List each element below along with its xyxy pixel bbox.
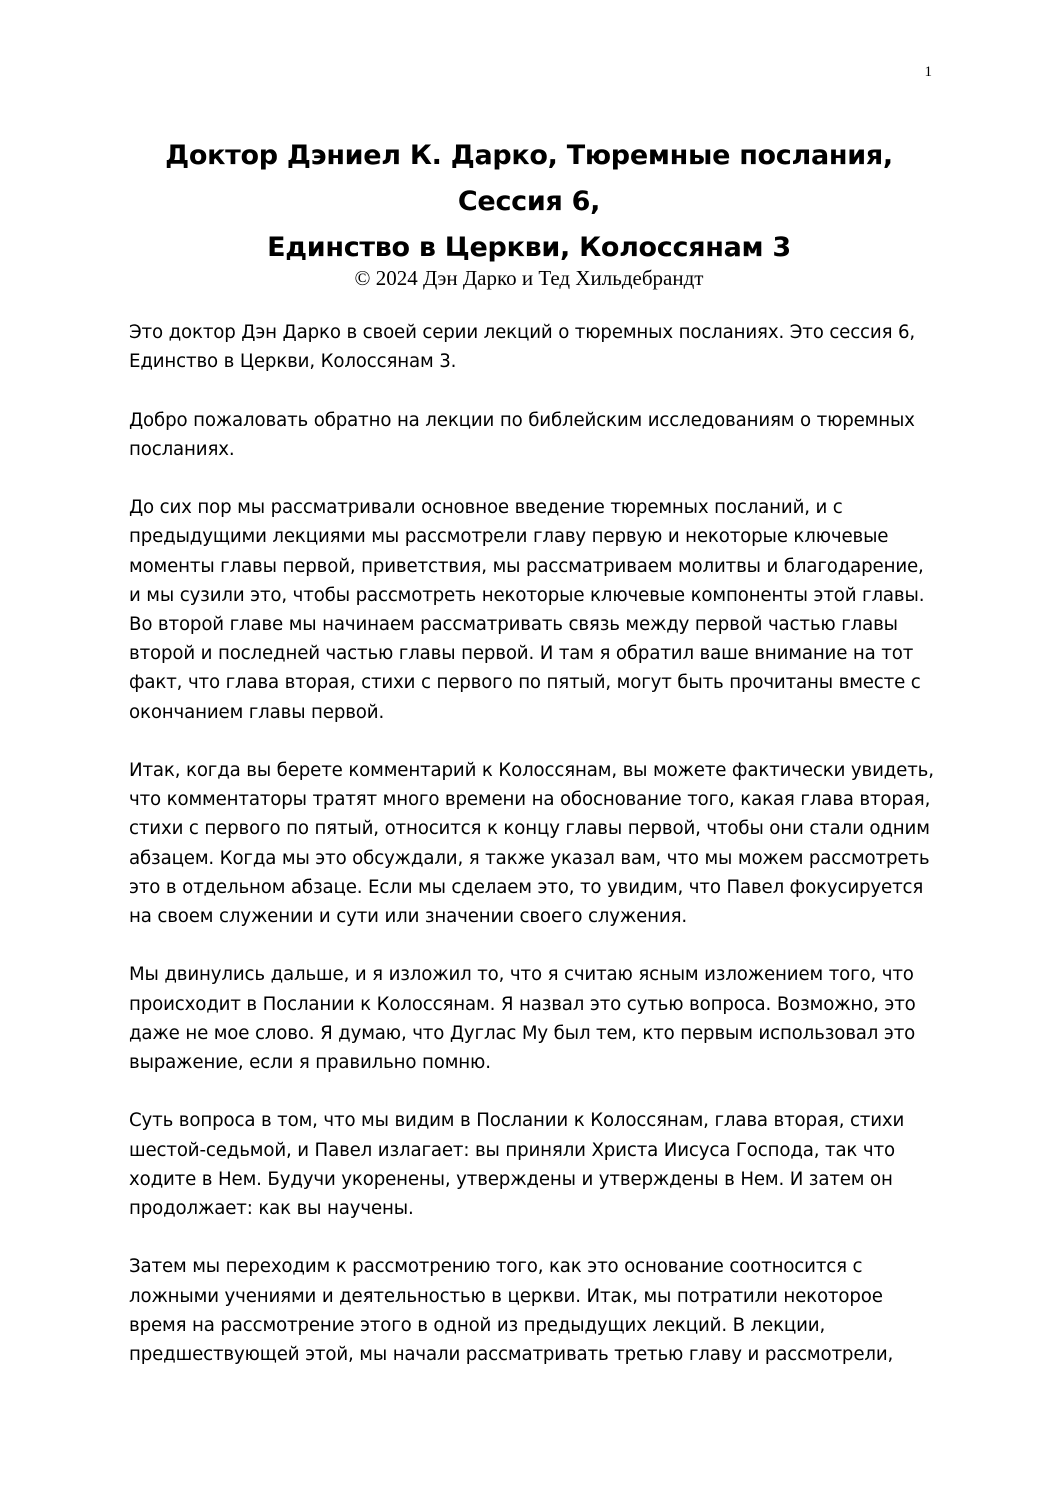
paragraph-3: До сих пор мы рассматривали основное введение тюремных посланий, и с предыдущими лекциями мы рассмотрели главу первую и некоторые ключевые моменты главы первой, приветствия, мы рассматриваем молитвы и благодарение, и мы сузили это, чтобы рассмотреть некоторые ключевые компоненты этой главы. Во второй главе мы начинаем рассматривать связь между первой частью главы второй и последней частью главы первой. И там я обратил ваше внимание на тот факт, что глава вторая, стихи с первого по пятый, могут быть прочитаны вместе с окончанием главы первой. bbox=[129, 497, 925, 723]
title-line-3: Единство в Церкви, Колоссянам 3 bbox=[267, 232, 791, 263]
paragraph-5: Мы двинулись дальше, и я изложил то, что я считаю ясным изложением того, что происходит в Послании к Колоссянам. Я назвал это сутью вопроса. Возможно, это даже не мое слово. Я думаю, что Дуглас Му был тем, кто первым использовал это выражение, если я правильно помню. bbox=[129, 964, 916, 1074]
paragraph-6: Суть вопроса в том, что мы видим в Послании к Колоссянам, глава вторая, стихи шестой-седьмой, и Павел излагает: вы приняли Христа Иисуса Господа, так что ходите в Нем. Будучи укоренены, утверждены и утверждены в Нем. И затем он продолжает: как вы научены. bbox=[129, 1110, 905, 1220]
paragraph-7: Затем мы переходим к рассмотрению того, как это основание соотносится с ложными учениями и деятельностью в церкви. Итак, мы потратили некоторое время на рассмотрение этого в одной из предыдущих лекций. В лекции, предшествующей этой, мы начали рассматривать третью главу и рассмотрели, bbox=[129, 1256, 894, 1366]
title-line-2: Сессия 6, bbox=[457, 186, 601, 217]
copyright-line: © 2024 Дэн Дарко и Тед Хильдебрандт bbox=[354, 266, 704, 290]
page-number: 1 bbox=[924, 64, 932, 80]
title-block bbox=[100, 133, 958, 291]
title-line-1: Доктор Дэниел К. Дарко, Тюремные послания, bbox=[165, 140, 893, 171]
body-text bbox=[129, 318, 934, 1398]
paragraph-1: Это доктор Дэн Дарко в своей серии лекций о тюремных посланиях. Это сессия 6, Единство в Церкви, Колоссянам 3. bbox=[129, 322, 916, 373]
paragraph-2: Добро пожаловать обратно на лекции по библейским исследованиям о тюремных посланиях. bbox=[129, 409, 915, 460]
paragraph-4: Итак, когда вы берете комментарий к Колоссянам, вы можете фактически увидеть, что комментаторы тратят много времени на обоснование того, какая глава вторая, стихи с первого по пятый, относится к концу главы первой, чтобы они стали одним абзацем. Когда мы это обсуждали, я также указал вам, что мы можем рассмотреть это в отдельном абзаце. Если мы сделаем это, то увидим, что Павел фокусируется на своем служении и сути или значении своего служения. bbox=[129, 760, 934, 928]
